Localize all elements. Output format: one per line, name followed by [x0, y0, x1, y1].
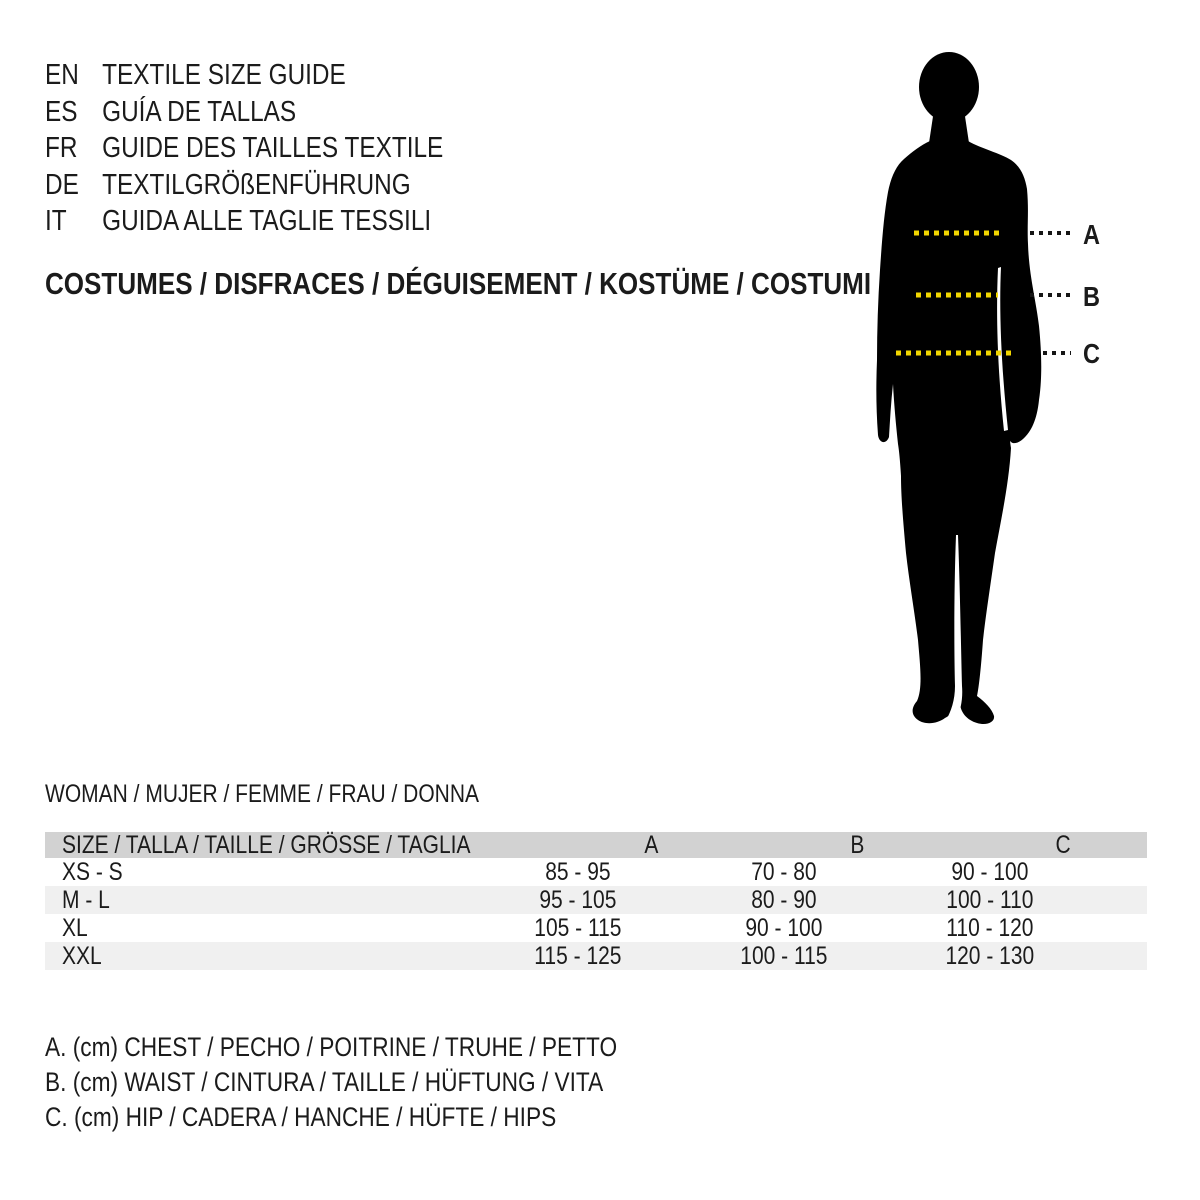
lang-title: TEXTILE SIZE GUIDE [102, 59, 346, 91]
value-cell-b: 80 - 90 [751, 885, 817, 914]
lang-row-fr [45, 130, 519, 167]
table-row [45, 914, 1147, 942]
value-cell-a: 95 - 105 [539, 885, 617, 914]
lang-code: IT [45, 205, 67, 237]
lang-title: TEXTILGRÖßENFÜHRUNG [102, 168, 411, 201]
value-cell-c: 100 - 110 [946, 885, 1034, 914]
value-cell-b: 90 - 100 [745, 913, 823, 942]
measurement-legend [45, 1030, 726, 1135]
lang-row-de [45, 167, 519, 204]
value-cell-a: 105 - 115 [534, 913, 622, 942]
col-header-b: B [850, 830, 865, 859]
category-heading: COSTUMES / DISFRACES / DÉGUISEMENT / KOSTÜME / COSTUMI [45, 266, 872, 301]
lang-title: GUIDE DES TAILLES TEXTILE [102, 132, 444, 164]
col-header-c: C [1055, 830, 1071, 859]
lang-title: GUÍA DE TALLAS [102, 95, 297, 128]
section-heading-woman: WOMAN / MUJER / FEMME / FRAU / DONNA [45, 780, 480, 808]
figure-label-c: C [1083, 338, 1100, 369]
col-header-a: A [644, 830, 659, 859]
size-cell: XS - S [62, 857, 123, 886]
value-cell-a: 115 - 125 [534, 941, 622, 970]
size-table-header-row [45, 832, 1147, 858]
lang-row-it [45, 203, 519, 240]
value-cell-a: 85 - 95 [545, 857, 611, 886]
legend-line-c: C. (cm) HIP / CADERA / HANCHE / HÜFTE / HIPS [45, 1102, 557, 1132]
size-cell: XL [62, 913, 88, 942]
value-cell-c: 110 - 120 [946, 913, 1034, 942]
lang-code: DE [45, 168, 79, 201]
table-row [45, 942, 1147, 970]
lang-code: EN [45, 59, 79, 91]
size-cell: M - L [62, 885, 110, 914]
size-cell: XXL [62, 941, 102, 970]
figure-label-a: A [1083, 219, 1100, 250]
language-guide-list [45, 57, 519, 240]
lang-code: FR [45, 132, 78, 164]
value-cell-c: 120 - 130 [945, 941, 1035, 970]
lang-row-en [45, 57, 519, 94]
size-table-header-label: SIZE / TALLA / TAILLE / GRÖSSE / TAGLIA [62, 830, 471, 859]
table-row [45, 886, 1147, 914]
table-row [45, 858, 1147, 886]
lang-row-es [45, 94, 519, 131]
value-cell-b: 100 - 115 [740, 941, 828, 970]
value-cell-b: 70 - 80 [751, 857, 817, 886]
size-table [45, 832, 1147, 970]
legend-line-a: A. (cm) CHEST / PECHO / POITRINE / TRUHE / PETTO [45, 1032, 618, 1062]
woman-silhouette-figure [850, 48, 1090, 738]
legend-line-b: B. (cm) WAIST / CINTURA / TAILLE / HÜFTUNG / VITA [45, 1067, 604, 1097]
lang-code: ES [45, 95, 78, 128]
figure-label-b: B [1083, 281, 1100, 312]
lang-title: GUIDA ALLE TAGLIE TESSILI [102, 205, 432, 237]
silhouette-neck [929, 103, 969, 143]
value-cell-c: 90 - 100 [951, 857, 1029, 886]
